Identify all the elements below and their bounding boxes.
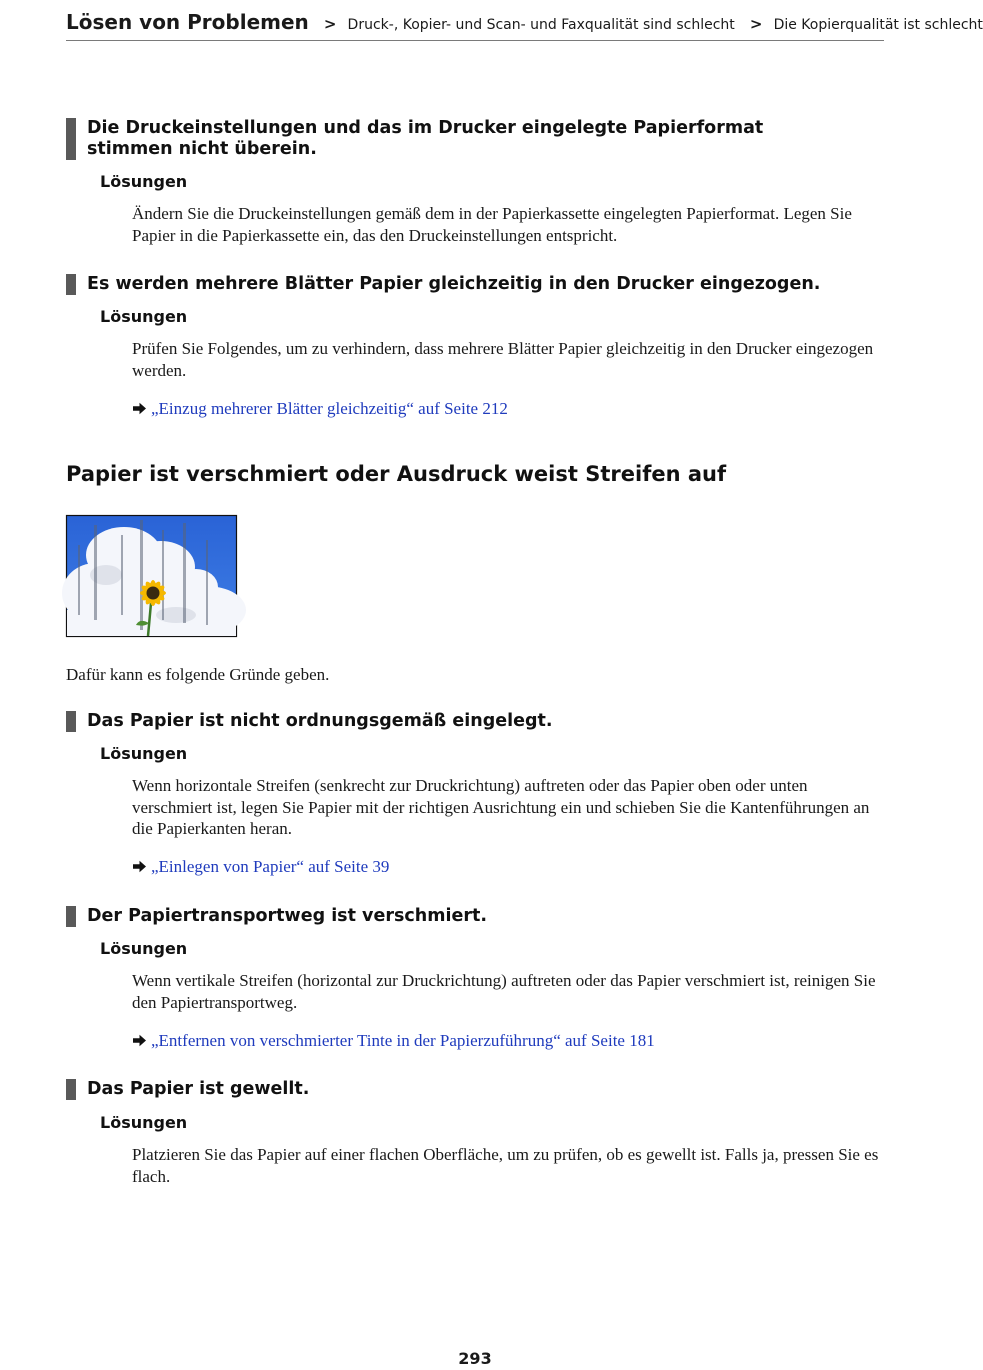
problem-heading: Die Druckeinstellungen und das im Drucker eingelegte Papierformat stimmen nicht überein. [66, 118, 847, 160]
cross-reference-link[interactable] [132, 856, 389, 878]
solution-text: Wenn vertikale Streifen (horizontal zur Druckrichtung) auftreten oder das Papier verschmiert ist, reinigen Sie den Papiertransportweg. [132, 971, 876, 1012]
page-number: 293 [458, 1349, 492, 1368]
solutions-label: Lösungen [100, 307, 188, 326]
intro-text: Dafür kann es folgende Gründe geben. [66, 665, 330, 684]
streaked-print-illustration [66, 515, 237, 637]
link-text[interactable]: „Entfernen von verschmierter Tinte in der Papierzuführung“ auf Seite 181 [151, 1031, 655, 1050]
solutions-label: Lösungen [100, 939, 188, 958]
breadcrumb-item-copy-quality[interactable]: Die Kopierqualität ist schlecht [773, 17, 983, 33]
link-text[interactable]: „Einzug mehrerer Blätter gleichzeitig“ auf Seite 212 [151, 399, 508, 418]
solution-text: Ändern Sie die Druckeinstellungen gemäß dem in der Papierkassette eingelegten Papierformat. Legen Sie Papier in die Papierkassette ein, das den Druckeinstellungen entspricht. [132, 204, 852, 245]
arrow-right-icon [132, 399, 147, 420]
solutions-label: Lösungen [100, 172, 188, 191]
cause-heading: Der Papiertransportweg ist verschmiert. [66, 906, 847, 927]
solution-text: Wenn horizontale Streifen (senkrecht zur Druckrichtung) auftreten oder das Papier oben oder unten verschmiert ist, legen Sie Papier mit der richtigen Ausrichtung ein und schieben Sie die Kantenführungen an die Papierkanten heran. [132, 776, 870, 838]
breadcrumb-chapter[interactable]: Lösen von Problemen [66, 10, 309, 34]
breadcrumb-separator: > [323, 15, 337, 33]
solutions-label: Lösungen [100, 744, 188, 763]
breadcrumb-item-print-quality[interactable]: Druck-, Kopier- und Scan- und Faxqualität sind schlecht [347, 17, 735, 33]
arrow-right-icon [132, 857, 147, 878]
breadcrumb [66, 10, 983, 41]
solution-text: Prüfen Sie Folgendes, um zu verhindern, dass mehrere Blätter Papier gleichzeitig in den Drucker eingezogen werden. [132, 339, 874, 380]
cross-reference-link[interactable] [132, 398, 508, 420]
cause-heading: Das Papier ist gewellt. [66, 1079, 847, 1100]
solution-text: Platzieren Sie das Papier auf einer flachen Oberfläche, um zu prüfen, ob es gewellt ist. Falls ja, pressen Sie es flach. [132, 1145, 879, 1186]
problem-heading: Es werden mehrere Blätter Papier gleichzeitig in den Drucker eingezogen. [66, 274, 847, 295]
section-title: Papier ist verschmiert oder Ausdruck weist Streifen auf [66, 462, 727, 486]
arrow-right-icon [132, 1031, 147, 1052]
cross-reference-link[interactable] [132, 1030, 655, 1052]
cause-heading: Das Papier ist nicht ordnungsgemäß eingelegt. [66, 711, 847, 732]
solutions-label: Lösungen [100, 1113, 188, 1132]
breadcrumb-separator: > [749, 15, 763, 33]
link-text[interactable]: „Einlegen von Papier“ auf Seite 39 [151, 857, 390, 876]
